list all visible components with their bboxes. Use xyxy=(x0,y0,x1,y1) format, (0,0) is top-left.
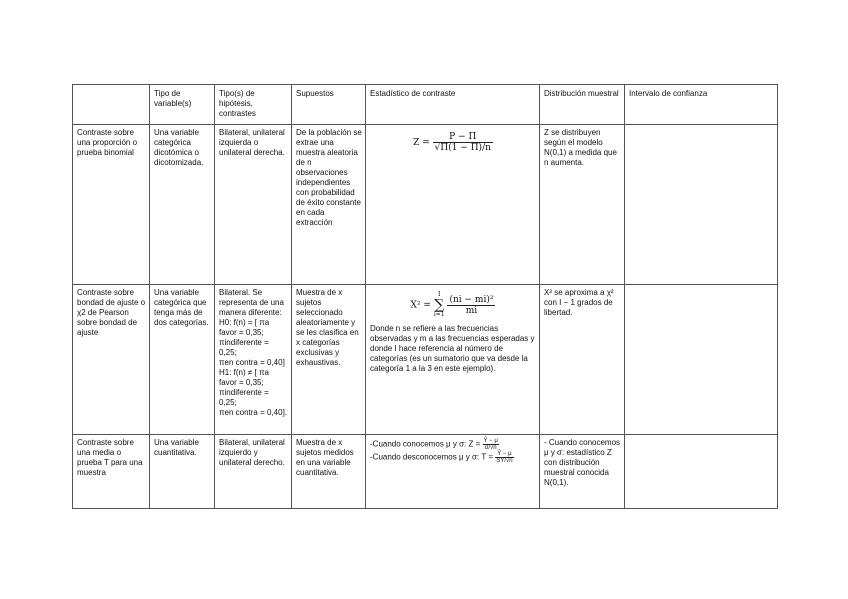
cell-hipotesis-binomial: Bilateral, unilateral izquierda o unilateral derecha. xyxy=(215,125,292,285)
formula-z-proportion xyxy=(370,132,536,153)
formula-known-text: -Cuando conocemos μ y σ: Z = xyxy=(370,439,481,449)
cell-intervalo-binomial xyxy=(625,125,778,285)
cell-hipotesis-chi-square xyxy=(215,285,292,435)
formula-fraction xyxy=(447,295,495,316)
formula-denominator: √Π(1 − Π)/n xyxy=(434,143,491,153)
cell-estadistico-chi-square xyxy=(366,285,540,435)
cell-distribucion-t-test: - Cuando conocemos μ y σ: estadístico Z con distribución muestral conocida N(0,1). xyxy=(540,435,625,509)
cell-distribucion-chi-square: X² se aproxima a χ² con I − 1 grados de libertad. xyxy=(540,285,625,435)
hypothesis-line: πindiferente = 0,25; xyxy=(219,388,269,407)
formula-unknown-fraction xyxy=(495,451,513,464)
header-row xyxy=(73,85,778,125)
table-row-binomial xyxy=(73,125,778,285)
table-row-chi-square xyxy=(73,285,778,435)
cell-tipo-chi-square: Una variable categórica que tenga más de dos categorías. xyxy=(150,285,215,435)
cell-supuestos-t-test: Muestra de x sujetos medidos en una variable cuantitativa. xyxy=(292,435,366,509)
header-tipo-variable: Tipo de variable(s) xyxy=(150,85,215,125)
summation-icon xyxy=(434,292,445,318)
header-empty xyxy=(73,85,150,125)
formula-lhs: X² = xyxy=(410,300,431,311)
hypothesis-line: πen contra = 0,40]. xyxy=(219,408,288,417)
formula-fraction xyxy=(433,132,493,153)
header-estadistico: Estadístico de contraste xyxy=(366,85,540,125)
row-name-chi-square: Contraste sobre bondad de ajuste o χ2 de Pearson sobre bondad de ajuste xyxy=(73,285,150,435)
formula-unknown-sigma xyxy=(370,451,536,464)
formula-explanation: Donde n se refiere a las frecuencias observadas y m a las frecuencias esperadas y donde I hace referencia al número de categorías (es un sumatorio que va desde la categoría 1 a la 3 en este ejemplo). xyxy=(370,324,535,373)
header-tipo-hipotesis: Tipo(s) de hipótesis, contrastes xyxy=(215,85,292,125)
cell-hipotesis-t-test: Bilateral, unilateral izquierdo y unilateral derecho. xyxy=(215,435,292,509)
cell-supuestos-binomial: De la población se extrae una muestra aleatoria de n observaciones independientes con probabilidad de éxito constante en cada extracción xyxy=(292,125,366,285)
formula-unknown-denominator: SY/√n xyxy=(496,458,513,464)
cell-distribucion-binomial: Z se distribuyen según el modelo N(0,1) a medida que n aumenta. xyxy=(540,125,625,285)
cell-estadistico-binomial xyxy=(366,125,540,285)
sum-lower-limit: i=1 xyxy=(433,311,445,318)
cell-intervalo-t-test xyxy=(625,435,778,509)
cell-intervalo-chi-square xyxy=(625,285,778,435)
sigma-symbol: ∑ xyxy=(434,297,445,313)
header-supuestos: Supuestos xyxy=(292,85,366,125)
header-intervalo: Intervalo de confianza xyxy=(625,85,778,125)
formula-known-denominator: σ/√n xyxy=(484,445,497,451)
formula-known-fraction xyxy=(483,438,499,451)
formula-known-sigma xyxy=(370,438,536,451)
statistics-table xyxy=(72,84,778,509)
cell-supuestos-chi-square: Muestra de x sujetos seleccionado aleatoriamente y se les clasifica en x categorías exclusivas y exhaustivas. xyxy=(292,285,366,435)
row-name-binomial: Contraste sobre una proporción o prueba binomial xyxy=(73,125,150,285)
hypothesis-line: H0: f(n) = [ πa favor = 0,35; xyxy=(219,318,270,337)
table-row-t-test xyxy=(73,435,778,509)
formula-lhs: Z = xyxy=(413,138,430,148)
formula-numerator: (ni − mi)² xyxy=(449,294,494,305)
formula-known-numerator: Ȳ − μ xyxy=(483,438,498,444)
formula-numerator: P − Π xyxy=(433,132,493,143)
formula-unknown-numerator: Ȳ − μ xyxy=(495,451,513,458)
header-distribucion: Distribución muestral xyxy=(540,85,625,125)
hypothesis-line: Bilateral. Se representa de una manera diferente: xyxy=(219,288,284,317)
hypothesis-line: πindiferente = 0,25; xyxy=(219,338,269,357)
hypothesis-line: πen contra = 0,40] xyxy=(219,358,285,367)
cell-estadistico-t-test xyxy=(366,435,540,509)
cell-tipo-binomial: Una variable categórica dicotómica o dicotomizada. xyxy=(150,125,215,285)
sum-upper-limit: I xyxy=(438,291,441,298)
cell-tipo-t-test: Una variable cuantitativa. xyxy=(150,435,215,509)
formula-denominator: mi xyxy=(465,305,478,316)
formula-chi-square xyxy=(370,292,536,318)
hypothesis-line: H1: f(n) ≠ [ πa favor = 0,35; xyxy=(219,368,269,387)
row-name-t-test: Contraste sobre una media o prueba T para una muestra xyxy=(73,435,150,509)
formula-unknown-text: -Cuando desconocemos μ y σ: T = xyxy=(370,452,494,462)
